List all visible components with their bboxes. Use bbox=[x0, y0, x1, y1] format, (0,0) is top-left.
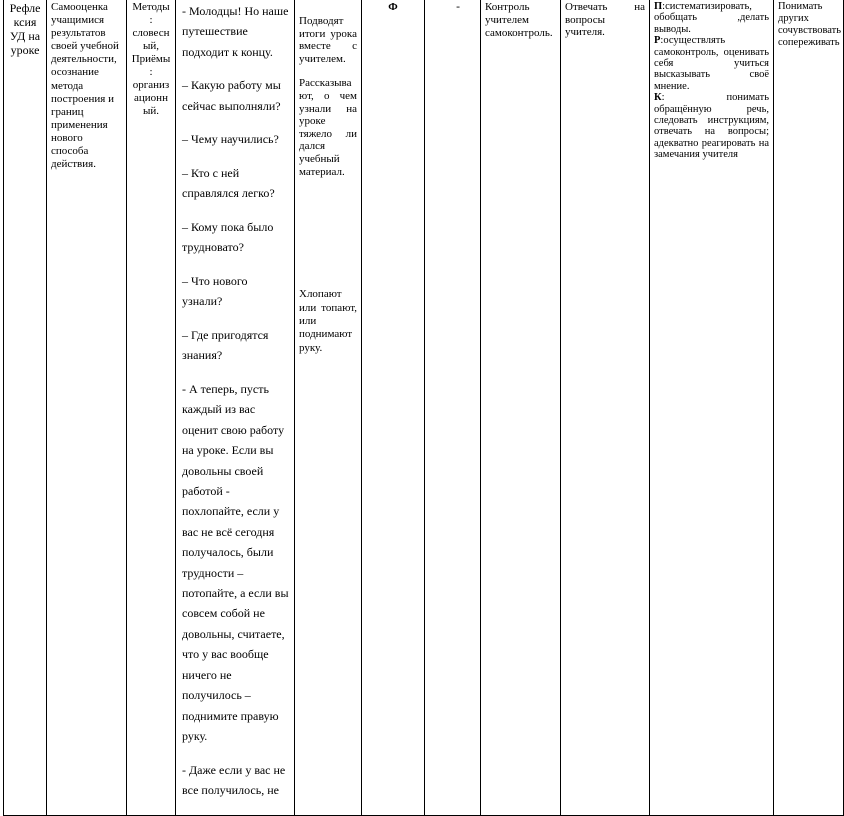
means-text: - bbox=[456, 1, 460, 13]
means-cell bbox=[425, 0, 481, 815]
control-text: Контроль учителем самоконтроль. bbox=[485, 1, 553, 39]
lesson-plan-table bbox=[3, 0, 844, 816]
uud-cognitive: П:систематизировать, обобщать ,делать выводы. bbox=[654, 1, 769, 35]
student-self-assessment: Хлопают или топают, или поднимают руку. bbox=[299, 288, 357, 354]
teacher-line: – Кому пока было трудновато? bbox=[182, 220, 274, 255]
teacher-line: – Чему научились? bbox=[182, 132, 279, 147]
teacher-line: – Что нового узнали? bbox=[182, 274, 248, 309]
stage-text: Рефлексия УД на уроке bbox=[9, 1, 41, 57]
teacher-activity-cell bbox=[176, 0, 295, 815]
teacher-line: - Молодцы! Но наше путешествие подходит к концу. bbox=[182, 4, 289, 59]
personal-line: сочувствовать bbox=[778, 25, 842, 36]
teacher-line: - Даже если у вас не все получилось, не bbox=[182, 762, 286, 797]
uud-communicative: К: понимать обращённую речь, следовать инструкциям, отвечать на вопросы; адекватно реагировать на замечания учителя bbox=[654, 92, 769, 161]
result-cell bbox=[561, 0, 650, 815]
student-story: Рассказывают, о чем узнали на уроке тяжело ли дался учебный материал. bbox=[299, 77, 357, 178]
tasks-text: Самооценка учащимися результатов своей учебной деятельности, осознание метода построения и границ применения нового способа действия. bbox=[51, 1, 119, 171]
personal-line: других bbox=[778, 13, 809, 24]
teacher-line: – Какую работу мы сейчас выполняли? bbox=[182, 78, 281, 113]
uud-cell bbox=[650, 0, 774, 815]
table-row bbox=[4, 0, 844, 815]
personal-uud-cell bbox=[774, 0, 844, 815]
uud-regulatory: Р:осуществлять самоконтроль, оценивать себя учиться высказывать своё мнение. bbox=[654, 35, 769, 92]
methods-cell bbox=[127, 0, 176, 815]
tasks-cell bbox=[47, 0, 127, 815]
result-text: Отвечать на вопросы учителя. bbox=[565, 1, 645, 38]
personal-line: Понимать bbox=[778, 1, 823, 12]
student-activity-cell bbox=[295, 0, 362, 815]
personal-line: сопереживать bbox=[778, 37, 840, 48]
teacher-line: - А теперь, пусть каждый из вас оценит свою работу на уроке. Если вы довольны своей работой - похлопайте, если у вас не всё сегодня получалось, были трудности – потопайте, а если вы совсем собой не довольны, считаете, что у вас вообще ничего не получилось – поднимите правую руку. bbox=[182, 382, 289, 743]
stage-cell bbox=[4, 0, 47, 815]
student-summary: Подводят итоги урока вместе с учителем. bbox=[299, 15, 357, 65]
form-text: Ф bbox=[388, 1, 398, 13]
control-cell bbox=[481, 0, 561, 815]
methods-text: Методы: словесный, Приёмы: организационный. bbox=[131, 1, 171, 117]
teacher-line: – Кто с ней справлялся легко? bbox=[182, 166, 275, 201]
form-cell bbox=[362, 0, 425, 815]
teacher-line: – Где пригодятся знания? bbox=[182, 328, 269, 363]
